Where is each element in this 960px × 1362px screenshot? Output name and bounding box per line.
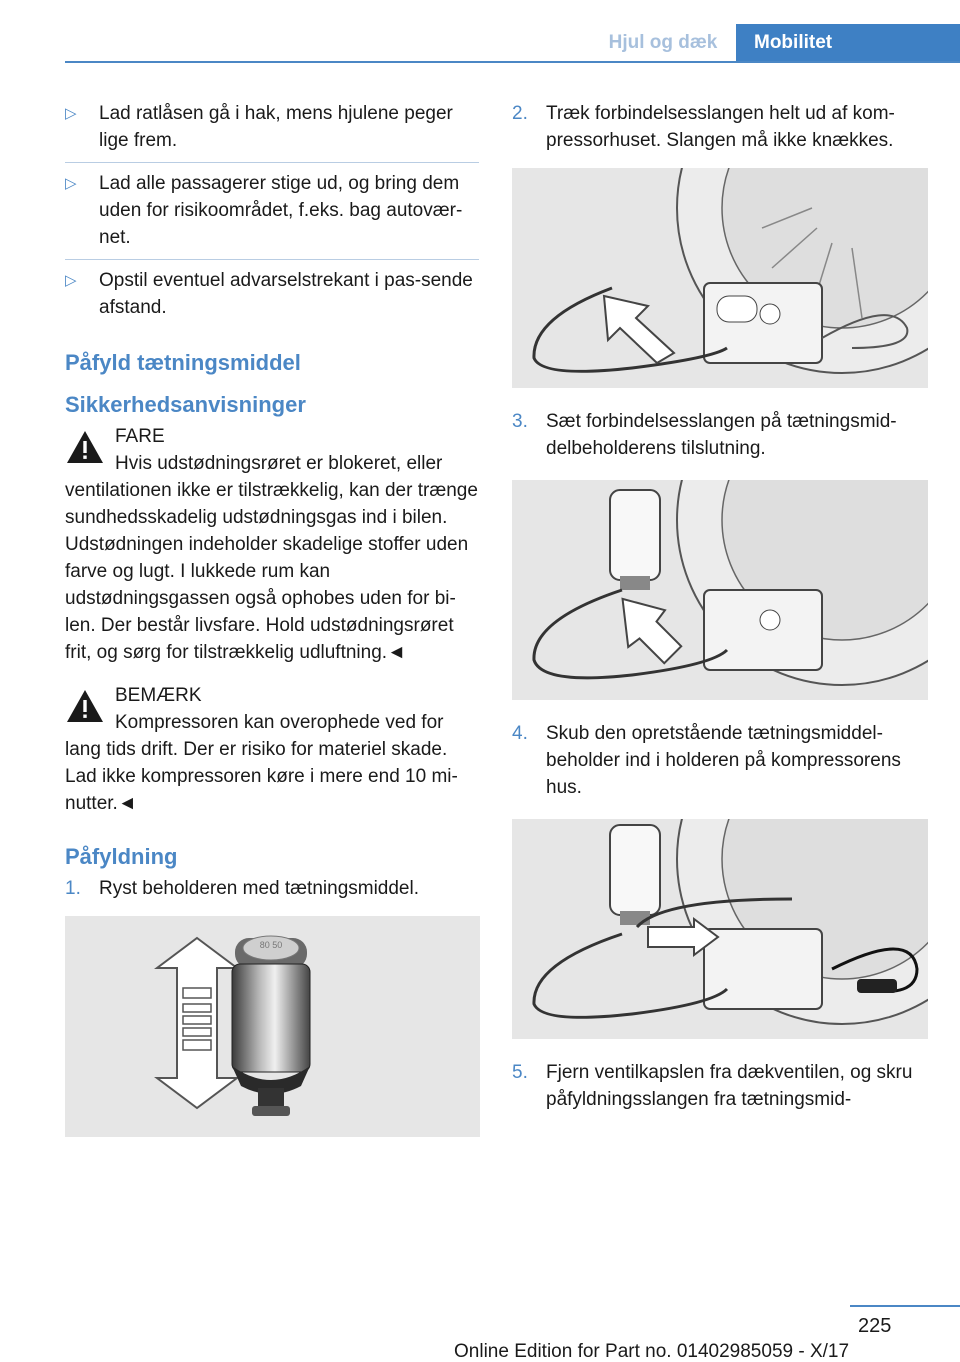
figure-insert-bottle bbox=[512, 819, 928, 1039]
figure-attach-hose bbox=[512, 480, 928, 700]
safety-subheading: Sikkerhedsanvisninger bbox=[65, 392, 306, 417]
warning-label: BEMÆRK bbox=[115, 685, 202, 706]
step-text: Fjern ventilkapslen fra dækventilen, og skru påfyldningsslangen fra tætningsmid- bbox=[546, 1062, 913, 1110]
step-number: 5. bbox=[512, 1062, 528, 1083]
insert-bottle-illustration bbox=[512, 819, 928, 1039]
section-heading: Påfyld tætningsmiddel bbox=[65, 350, 301, 375]
step-text: Ryst beholderen med tætningsmiddel. bbox=[99, 878, 420, 899]
header-chapter-tab: Mobilitet bbox=[736, 24, 960, 61]
warning-label: FARE bbox=[115, 426, 165, 447]
bullet-triangle-icon: ▷ bbox=[65, 272, 77, 289]
bullet-text: Lad ratlåsen gå i hak, mens hjulene peger lige frem. bbox=[99, 103, 453, 151]
pull-hose-illustration bbox=[512, 168, 928, 388]
step-item bbox=[65, 875, 479, 902]
left-column bbox=[65, 100, 479, 1137]
bullet-text: Lad alle passagerer stige ud, og bring dem uden for risikoområdet, f.eks. bag autovær-net. bbox=[99, 173, 463, 248]
right-column bbox=[512, 100, 928, 1113]
warning-text: Kompressoren kan overophede ved for lang tids drift. Der er risiko for materiel skade. Lad ikke kompressoren køre i mere end 10 mi-nutter.◄ bbox=[65, 712, 458, 814]
bullet-divider bbox=[65, 259, 479, 260]
step-number: 3. bbox=[512, 411, 528, 432]
bottle-label: 80 50 bbox=[259, 940, 283, 950]
bullet-triangle-icon: ▷ bbox=[65, 175, 77, 192]
bullet-divider bbox=[65, 162, 479, 163]
warning-triangle-icon bbox=[65, 688, 105, 724]
warning-notice bbox=[65, 682, 479, 817]
edition-text: Online Edition for Part no. 01402985059 - X/17 bbox=[454, 1341, 850, 1362]
bullet-item bbox=[65, 100, 479, 162]
step-item bbox=[512, 408, 928, 462]
step-text: Træk forbindelsesslangen helt ud af kom-pressorhuset. Slangen må ikke knækkes. bbox=[546, 103, 895, 151]
step-item bbox=[512, 720, 928, 801]
bullet-item bbox=[65, 170, 479, 259]
step-item bbox=[512, 1059, 928, 1113]
step-text: Skub den opretstående tætningsmiddel-beholder ind i holderen på kompressorens hus. bbox=[546, 723, 901, 798]
step-number: 1. bbox=[65, 878, 81, 899]
footer-rule bbox=[850, 1305, 960, 1307]
warning-danger bbox=[65, 423, 479, 666]
page-number: 225 bbox=[858, 1315, 892, 1337]
figure-pull-hose bbox=[512, 168, 928, 388]
warning-triangle-icon bbox=[65, 429, 105, 465]
step-number: 4. bbox=[512, 723, 528, 744]
step-text: Sæt forbindelsesslangen på tætningsmid-delbeholderens tilslutning. bbox=[546, 411, 897, 459]
bullet-text: Opstil eventuel advarselstrekant i pas-sende afstand. bbox=[99, 270, 473, 318]
header-rule bbox=[65, 61, 960, 63]
fill-subheading: Påfyldning bbox=[65, 844, 178, 869]
warning-text: Hvis udstødningsrøret er blokeret, eller ventilationen ikke er tilstrækkelig, kan der trænge sundhedsskadelig udstødningsgas ind i bilen. Udstødningen indeholder skadelige stoffer uden farve og lugt. I lukkede rum kan udstødningsgassen også ophobes uden for bi-len. Der består livsfare. Hold udstødningsrøret frit, og sørg for tilstrækkelig udluftning.◄ bbox=[65, 453, 478, 663]
header-section-tab: Hjul og dæk bbox=[608, 32, 718, 53]
attach-hose-illustration bbox=[512, 480, 928, 700]
bullet-item bbox=[65, 267, 479, 329]
step-number: 2. bbox=[512, 103, 528, 124]
figure-shake-bottle bbox=[65, 916, 480, 1137]
step-item bbox=[512, 100, 928, 154]
bullet-triangle-icon: ▷ bbox=[65, 105, 77, 122]
